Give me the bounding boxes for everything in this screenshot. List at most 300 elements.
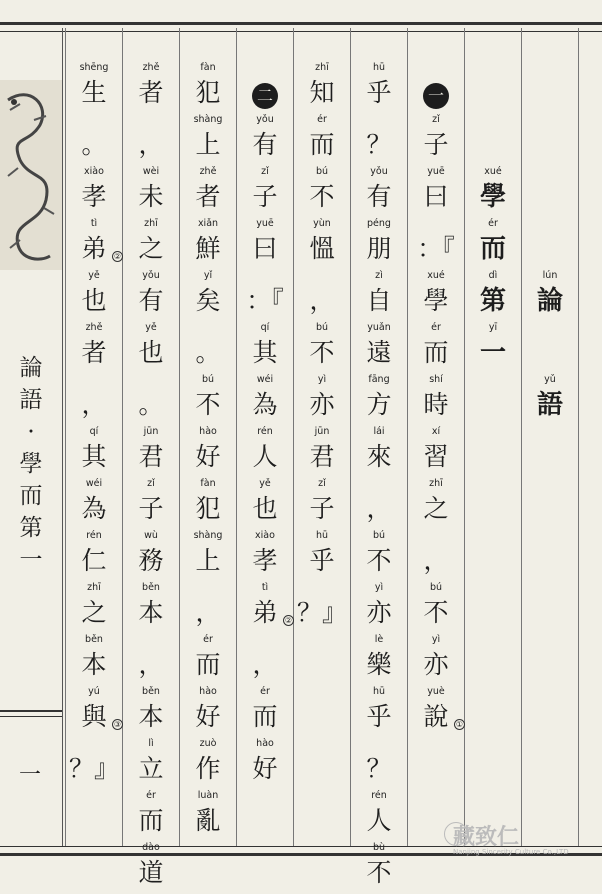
hanzi: 亂 bbox=[195, 806, 221, 835]
character-cell bbox=[408, 218, 464, 270]
character-cell bbox=[522, 114, 578, 166]
character-cell bbox=[66, 686, 122, 738]
margin-rule-thin bbox=[0, 716, 62, 717]
pinyin: wéi bbox=[85, 478, 103, 489]
pinyin: zhě bbox=[142, 62, 160, 73]
hanzi: 之 bbox=[81, 598, 107, 627]
hanzi: 曰 bbox=[252, 234, 278, 263]
character-cell bbox=[351, 582, 407, 634]
pinyin: hū bbox=[372, 62, 386, 73]
pinyin: hào bbox=[199, 686, 217, 697]
character-cell bbox=[351, 218, 407, 270]
pinyin: qí bbox=[89, 426, 99, 437]
hanzi: ？ bbox=[366, 754, 392, 783]
character-cell bbox=[351, 114, 407, 166]
pinyin: zhī bbox=[429, 478, 443, 489]
pinyin: hū bbox=[372, 686, 386, 697]
character-cell bbox=[123, 582, 179, 634]
pinyin: wù bbox=[144, 530, 158, 541]
character-cell bbox=[237, 738, 293, 790]
section-number bbox=[408, 74, 464, 112]
pinyin bbox=[66, 114, 122, 126]
character-cell bbox=[351, 686, 407, 738]
hanzi bbox=[522, 74, 578, 112]
character-cell bbox=[66, 218, 122, 270]
hanzi: 不 bbox=[423, 598, 449, 627]
pinyin bbox=[237, 634, 293, 646]
character-cell bbox=[66, 582, 122, 634]
pinyin: yì bbox=[374, 582, 384, 593]
hanzi: 時 bbox=[423, 390, 449, 419]
running-title-char: 第 bbox=[19, 515, 43, 541]
character-cell bbox=[180, 738, 236, 790]
character-cell bbox=[123, 114, 179, 166]
pinyin: bú bbox=[429, 582, 443, 593]
hanzi: 有 bbox=[366, 182, 392, 211]
hanzi: 也 bbox=[81, 286, 107, 315]
pinyin bbox=[522, 166, 578, 178]
hanzi: ：『 bbox=[246, 286, 284, 315]
footnote-marker: ② bbox=[284, 616, 293, 625]
pinyin: zǐ bbox=[147, 478, 155, 489]
pinyin: ér bbox=[260, 686, 270, 697]
hanzi: 生 bbox=[81, 78, 107, 107]
hanzi: 子 bbox=[309, 494, 335, 523]
pinyin: fāng bbox=[368, 374, 390, 385]
hanzi: 論 bbox=[536, 286, 563, 316]
pinyin: lì bbox=[148, 738, 154, 749]
hanzi: 君 bbox=[138, 442, 164, 471]
running-title-char: 學 bbox=[19, 451, 43, 477]
hanzi: 習 bbox=[423, 442, 449, 471]
pinyin: ér bbox=[317, 114, 327, 125]
hanzi: 來 bbox=[366, 442, 392, 471]
character-cell bbox=[66, 634, 122, 686]
hanzi: ：『 bbox=[417, 234, 455, 263]
character-cell bbox=[180, 270, 236, 322]
character-cell bbox=[294, 114, 350, 166]
character-cell bbox=[408, 166, 464, 218]
pinyin: shēng bbox=[79, 62, 109, 73]
hanzi: ， bbox=[366, 494, 392, 523]
hanzi: 不 bbox=[309, 182, 335, 211]
character-cell bbox=[351, 790, 407, 842]
hanzi: 不 bbox=[366, 546, 392, 575]
character-cell bbox=[66, 166, 122, 218]
character-cell bbox=[123, 322, 179, 374]
character-cell bbox=[123, 738, 179, 790]
character-cell bbox=[408, 270, 464, 322]
pinyin: hū bbox=[315, 530, 329, 541]
character-cell bbox=[408, 114, 464, 166]
hanzi: 者 bbox=[195, 182, 221, 211]
character-cell bbox=[180, 426, 236, 478]
hanzi: 本 bbox=[138, 598, 164, 627]
character-cell bbox=[237, 582, 293, 634]
character-cell bbox=[408, 322, 464, 374]
character-cell bbox=[351, 374, 407, 426]
hanzi bbox=[465, 74, 521, 112]
text-column-col-4 bbox=[351, 62, 407, 894]
hanzi: 學 bbox=[479, 182, 506, 212]
character-cell bbox=[522, 374, 578, 426]
hanzi: 亦 bbox=[423, 650, 449, 679]
character-cell bbox=[294, 426, 350, 478]
hanzi: 與 bbox=[81, 702, 107, 731]
pinyin: dào bbox=[142, 842, 160, 853]
hanzi: 犯 bbox=[195, 494, 221, 523]
pinyin: shàng bbox=[193, 530, 223, 541]
hanzi: 子 bbox=[138, 494, 164, 523]
hanzi: 人 bbox=[252, 442, 278, 471]
character-cell bbox=[180, 582, 236, 634]
pinyin: xiào bbox=[84, 166, 104, 177]
character-cell bbox=[66, 114, 122, 166]
character-cell bbox=[237, 478, 293, 530]
pinyin: ér bbox=[431, 322, 441, 333]
character-cell bbox=[123, 686, 179, 738]
character-cell bbox=[408, 634, 464, 686]
hanzi: 者 bbox=[138, 78, 164, 107]
character-cell bbox=[294, 582, 350, 634]
pinyin: lè bbox=[374, 634, 384, 645]
pinyin: zhě bbox=[199, 166, 217, 177]
text-column-col-8 bbox=[123, 62, 179, 894]
pinyin bbox=[294, 270, 350, 282]
character-cell bbox=[465, 62, 521, 114]
hanzi: 仁 bbox=[81, 546, 107, 575]
hanzi: 而 bbox=[423, 338, 449, 367]
pinyin: jūn bbox=[314, 426, 330, 437]
hanzi: 好 bbox=[195, 442, 221, 471]
text-column-col-9 bbox=[66, 62, 122, 790]
pinyin: lái bbox=[373, 426, 385, 437]
pinyin: xiǎn bbox=[197, 218, 219, 229]
pinyin: yì bbox=[431, 634, 441, 645]
character-cell bbox=[180, 166, 236, 218]
character-cell bbox=[237, 530, 293, 582]
character-cell bbox=[123, 634, 179, 686]
hanzi bbox=[522, 126, 578, 164]
pinyin bbox=[351, 478, 407, 490]
hanzi: 人 bbox=[366, 806, 392, 835]
character-cell bbox=[351, 322, 407, 374]
pinyin bbox=[408, 62, 464, 74]
pinyin: yì bbox=[317, 374, 327, 385]
character-cell bbox=[237, 114, 293, 166]
hanzi: 而 bbox=[479, 234, 506, 264]
hanzi: ， bbox=[81, 390, 107, 419]
pinyin: bú bbox=[315, 166, 329, 177]
hanzi: 孝 bbox=[252, 546, 278, 575]
hanzi: 作 bbox=[195, 754, 221, 783]
hanzi: 上 bbox=[195, 130, 221, 159]
pinyin: bú bbox=[372, 530, 386, 541]
pinyin: rén bbox=[371, 790, 387, 801]
hanzi: 而 bbox=[309, 130, 335, 159]
pinyin bbox=[351, 114, 407, 126]
hanzi: 好 bbox=[252, 754, 278, 783]
character-cell bbox=[351, 478, 407, 530]
pinyin: yǒu bbox=[142, 270, 160, 281]
pinyin: běn bbox=[142, 582, 160, 593]
hanzi: 乎 bbox=[309, 546, 335, 575]
character-cell bbox=[522, 62, 578, 114]
character-cell bbox=[123, 790, 179, 842]
character-cell bbox=[237, 686, 293, 738]
character-cell bbox=[465, 270, 521, 322]
hanzi: 為 bbox=[81, 494, 107, 523]
character-cell bbox=[123, 218, 179, 270]
character-cell bbox=[351, 270, 407, 322]
character-cell bbox=[522, 166, 578, 218]
running-title bbox=[6, 352, 56, 576]
hanzi: 慍 bbox=[309, 234, 335, 263]
character-cell bbox=[66, 270, 122, 322]
hanzi: 弟 bbox=[81, 234, 107, 263]
dragon-ornament-icon bbox=[0, 80, 62, 270]
hanzi: 樂 bbox=[366, 650, 392, 679]
character-cell bbox=[294, 270, 350, 322]
character-cell bbox=[180, 218, 236, 270]
hanzi: 其 bbox=[81, 442, 107, 471]
pinyin bbox=[123, 374, 179, 386]
character-cell bbox=[351, 426, 407, 478]
character-cell bbox=[522, 322, 578, 374]
hanzi: 弟 bbox=[252, 598, 278, 627]
pinyin: ér bbox=[203, 634, 213, 645]
hanzi bbox=[522, 178, 578, 216]
hanzi: ， bbox=[309, 286, 335, 315]
pinyin: yuē bbox=[256, 218, 274, 229]
character-cell bbox=[123, 426, 179, 478]
pinyin: ér bbox=[146, 790, 156, 801]
character-cell bbox=[66, 530, 122, 582]
character-cell bbox=[180, 374, 236, 426]
hanzi: 務 bbox=[138, 546, 164, 575]
section-number-badge: 二 bbox=[252, 83, 278, 109]
character-cell bbox=[294, 62, 350, 114]
pinyin: yī bbox=[488, 322, 498, 333]
pinyin: qí bbox=[260, 322, 270, 333]
pinyin: yú bbox=[88, 686, 100, 697]
pinyin: bú bbox=[315, 322, 329, 333]
pinyin: dì bbox=[488, 270, 498, 281]
hanzi bbox=[522, 334, 578, 372]
character-cell bbox=[351, 738, 407, 790]
hanzi: ， bbox=[252, 650, 278, 679]
character-cell bbox=[294, 322, 350, 374]
character-cell bbox=[351, 62, 407, 114]
hanzi: 乎 bbox=[366, 78, 392, 107]
hanzi: 自 bbox=[366, 286, 392, 315]
pinyin: hào bbox=[256, 738, 274, 749]
pinyin: hào bbox=[199, 426, 217, 437]
character-cell bbox=[408, 582, 464, 634]
character-cell bbox=[123, 62, 179, 114]
pinyin: rén bbox=[257, 426, 273, 437]
text-column-col-7 bbox=[180, 62, 236, 842]
hanzi: 子 bbox=[252, 182, 278, 211]
pinyin: zhě bbox=[85, 322, 103, 333]
character-cell bbox=[180, 114, 236, 166]
hanzi: ， bbox=[195, 598, 221, 627]
pinyin: bú bbox=[201, 374, 215, 385]
character-cell bbox=[522, 218, 578, 270]
character-cell bbox=[66, 374, 122, 426]
pinyin: yuè bbox=[427, 686, 445, 697]
watermark-subtitle: Nanjing Sincerity Culture Co.,LTD bbox=[453, 848, 569, 856]
hanzi: 者 bbox=[81, 338, 107, 367]
footnote-marker: ③ bbox=[113, 720, 122, 729]
character-cell bbox=[180, 62, 236, 114]
running-title-char: 一 bbox=[19, 547, 43, 573]
pinyin: bù bbox=[372, 842, 386, 853]
hanzi: 好 bbox=[195, 702, 221, 731]
pinyin bbox=[522, 322, 578, 334]
pinyin bbox=[180, 322, 236, 334]
character-cell bbox=[66, 426, 122, 478]
pinyin: ér bbox=[488, 218, 498, 229]
hanzi: 亦 bbox=[366, 598, 392, 627]
character-cell bbox=[465, 166, 521, 218]
hanzi: 一 bbox=[479, 338, 506, 368]
hanzi: 未 bbox=[138, 182, 164, 211]
pinyin: yùn bbox=[313, 218, 331, 229]
hanzi: 不 bbox=[195, 390, 221, 419]
hanzi: 子 bbox=[423, 130, 449, 159]
hanzi: ？』 bbox=[68, 754, 119, 783]
hanzi: 。 bbox=[195, 338, 221, 367]
hanzi: 有 bbox=[138, 286, 164, 315]
character-cell bbox=[237, 634, 293, 686]
pinyin: zhī bbox=[144, 218, 158, 229]
top-border bbox=[0, 22, 602, 32]
pinyin bbox=[123, 634, 179, 646]
pinyin: wèi bbox=[142, 166, 160, 177]
pinyin: xiào bbox=[255, 530, 275, 541]
hanzi: 曰 bbox=[423, 182, 449, 211]
character-cell bbox=[237, 166, 293, 218]
hanzi: 朋 bbox=[366, 234, 392, 263]
pinyin bbox=[408, 218, 464, 230]
pinyin bbox=[465, 114, 521, 126]
hanzi: 上 bbox=[195, 546, 221, 575]
pinyin: tì bbox=[90, 218, 98, 229]
pinyin: yě bbox=[145, 322, 157, 333]
hanzi: ， bbox=[423, 546, 449, 575]
character-cell bbox=[351, 166, 407, 218]
pinyin bbox=[522, 218, 578, 230]
running-title-char: 論 bbox=[19, 355, 43, 381]
hanzi: 。 bbox=[138, 390, 164, 419]
hanzi: 之 bbox=[138, 234, 164, 263]
pinyin: zǐ bbox=[318, 478, 326, 489]
hanzi: 乎 bbox=[366, 702, 392, 731]
character-cell bbox=[180, 634, 236, 686]
pinyin: zhī bbox=[315, 62, 329, 73]
hanzi: ？』 bbox=[296, 598, 347, 627]
character-cell bbox=[180, 478, 236, 530]
character-cell bbox=[294, 218, 350, 270]
pinyin: yě bbox=[259, 478, 271, 489]
pinyin: zhī bbox=[87, 582, 101, 593]
pinyin: lún bbox=[542, 270, 558, 281]
pinyin: shí bbox=[429, 374, 443, 385]
hanzi: 為 bbox=[252, 390, 278, 419]
hanzi: 。 bbox=[81, 130, 107, 159]
character-cell bbox=[408, 686, 464, 738]
footnote-marker: ② bbox=[113, 252, 122, 261]
section-number-badge: 一 bbox=[423, 83, 449, 109]
pinyin bbox=[237, 62, 293, 74]
pinyin: jūn bbox=[143, 426, 159, 437]
character-cell bbox=[294, 166, 350, 218]
character-cell bbox=[237, 218, 293, 270]
pinyin: běn bbox=[85, 634, 103, 645]
pinyin: rén bbox=[86, 530, 102, 541]
pinyin bbox=[123, 114, 179, 126]
pinyin: luàn bbox=[197, 790, 219, 801]
character-cell bbox=[180, 530, 236, 582]
hanzi: 而 bbox=[252, 702, 278, 731]
pinyin bbox=[351, 738, 407, 750]
character-cell bbox=[522, 270, 578, 322]
pinyin: xí bbox=[431, 426, 441, 437]
hanzi: 之 bbox=[423, 494, 449, 523]
hanzi: 矣 bbox=[195, 286, 221, 315]
character-cell bbox=[123, 270, 179, 322]
hanzi: 本 bbox=[138, 702, 164, 731]
pinyin: shàng bbox=[193, 114, 223, 125]
pinyin: běn bbox=[142, 686, 160, 697]
hanzi: 不 bbox=[309, 338, 335, 367]
hanzi: 君 bbox=[309, 442, 335, 471]
pinyin: xué bbox=[484, 166, 502, 177]
pinyin: wéi bbox=[256, 374, 274, 385]
pinyin bbox=[408, 530, 464, 542]
hanzi: 孝 bbox=[81, 182, 107, 211]
running-title-char: · bbox=[27, 419, 35, 445]
text-column-col-3 bbox=[408, 62, 464, 738]
hanzi: 犯 bbox=[195, 78, 221, 107]
character-cell bbox=[123, 374, 179, 426]
pinyin: fàn bbox=[200, 478, 216, 489]
pinyin bbox=[465, 62, 521, 74]
footnote-marker: ① bbox=[455, 720, 464, 729]
character-cell bbox=[180, 322, 236, 374]
character-cell bbox=[180, 686, 236, 738]
character-cell bbox=[123, 530, 179, 582]
pinyin bbox=[66, 738, 122, 750]
text-column-col-6 bbox=[237, 62, 293, 790]
character-cell bbox=[408, 530, 464, 582]
character-cell bbox=[66, 478, 122, 530]
character-cell bbox=[294, 530, 350, 582]
character-cell bbox=[294, 478, 350, 530]
pinyin: zǐ bbox=[261, 166, 269, 177]
hanzi: 道 bbox=[138, 858, 164, 887]
hanzi: 亦 bbox=[309, 390, 335, 419]
character-cell bbox=[66, 322, 122, 374]
character-cell bbox=[408, 374, 464, 426]
hanzi: ， bbox=[138, 650, 164, 679]
hanzi: 本 bbox=[81, 650, 107, 679]
character-cell bbox=[465, 322, 521, 374]
character-cell bbox=[408, 426, 464, 478]
character-cell bbox=[237, 426, 293, 478]
character-cell bbox=[237, 270, 293, 322]
